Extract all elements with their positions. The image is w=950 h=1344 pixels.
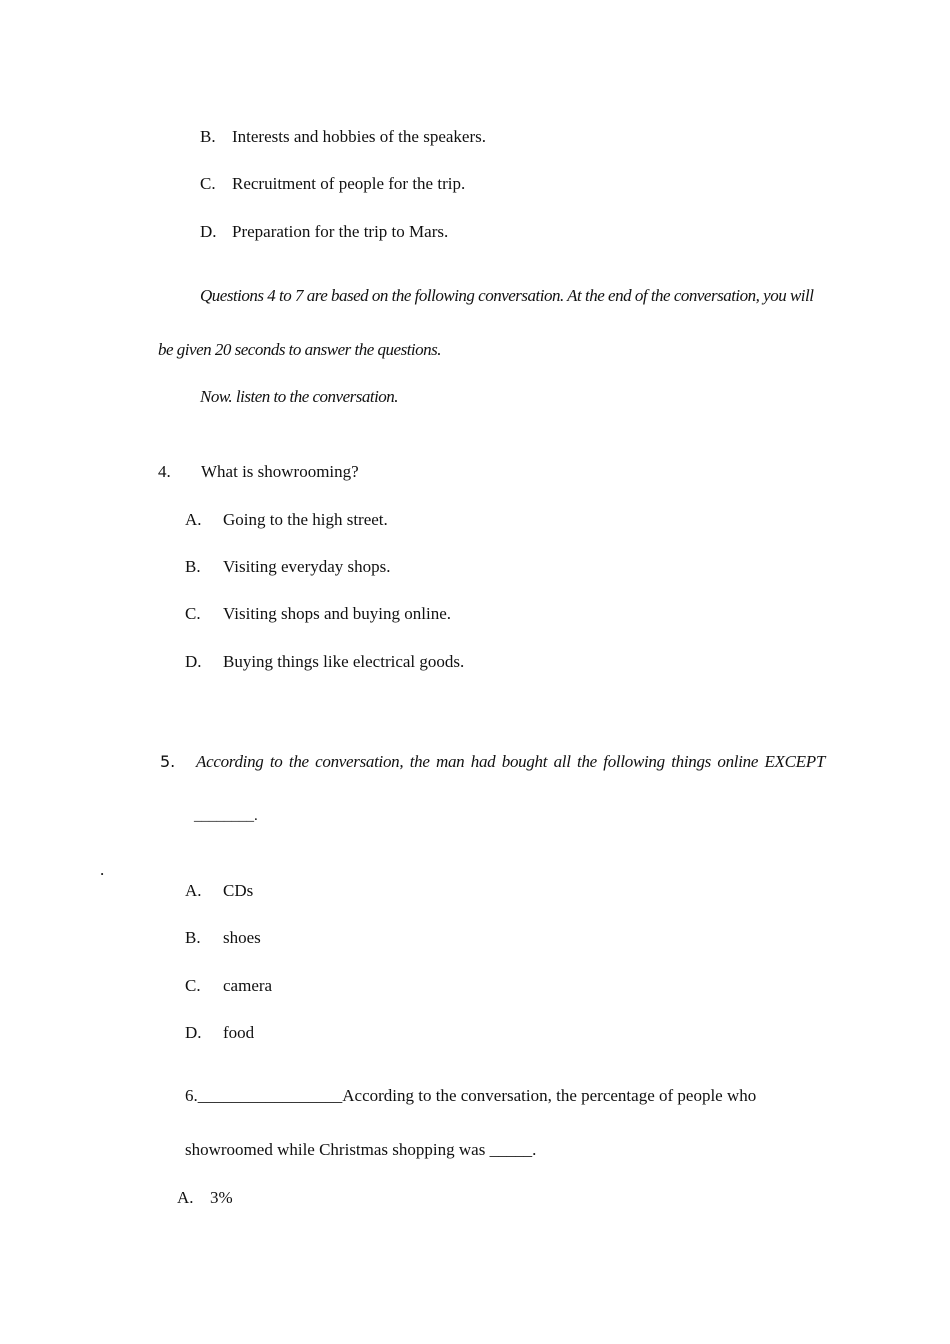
q5-option-b [185,928,261,948]
q4-option-a [185,510,388,530]
option-label: D. [185,1023,202,1042]
q6-option-a [177,1188,233,1208]
q3-option-c [200,174,465,194]
option-text: Preparation for the trip to Mars. [232,222,449,241]
q4-option-b [185,557,391,577]
option-text: food [223,1023,255,1042]
q5-option-d [185,1023,254,1043]
option-text: camera [223,976,273,995]
option-label: A. [185,510,202,529]
instructions-line-1: Questions 4 to 7 are based on the following conversation. At the end of the conversation, you will [200,286,814,305]
q4-option-d [185,652,464,672]
q5-stem [160,752,825,772]
q3-option-d [200,222,448,242]
option-text: 3% [210,1188,233,1207]
option-text: shoes [223,928,261,947]
q5-answer-blank: ________. [194,808,258,824]
q6-stem [185,1086,756,1106]
question-text: According to the conversation, the man had bought all the following things online EXCEPT [196,752,825,771]
q5-option-c [185,976,272,996]
option-label: C. [200,174,216,193]
question-text: According to the conversation, the percentage of people who [342,1086,757,1105]
option-text: Buying things like electrical goods. [223,652,465,671]
instructions-line-2: be given 20 seconds to answer the questions. [158,340,442,359]
question-number: 6. [185,1086,198,1105]
option-text: Visiting everyday shops. [223,557,391,576]
answer-rule: _________________ [197,1086,343,1105]
option-label: A. [177,1188,194,1207]
option-text: Visiting shops and buying online. [223,604,452,623]
option-text: Interests and hobbies of the speakers. [232,127,486,146]
option-label: D. [185,652,202,671]
option-text: Recruitment of people for the trip. [232,174,466,193]
q6-stem-line-2: showroomed while Christmas shopping was _____. [185,1140,537,1159]
option-text: CDs [223,881,254,900]
option-label: A. [185,881,202,900]
option-label: B. [185,928,201,947]
q5-option-a [185,881,253,901]
option-text: Going to the high street. [223,510,388,529]
q3-option-b [200,127,486,147]
option-label: B. [185,557,201,576]
question-number: 5. [160,752,176,771]
option-label: C. [185,604,201,623]
stray-dot: . [100,860,105,879]
instructions-line-3: Now. listen to the conversation. [200,387,399,406]
question-text: What is showrooming? [201,462,359,481]
q4-option-c [185,604,451,624]
option-label: C. [185,976,201,995]
q4-stem [158,462,359,482]
option-label: D. [200,222,217,241]
option-label: B. [200,127,216,146]
question-number: 4. [158,462,171,481]
